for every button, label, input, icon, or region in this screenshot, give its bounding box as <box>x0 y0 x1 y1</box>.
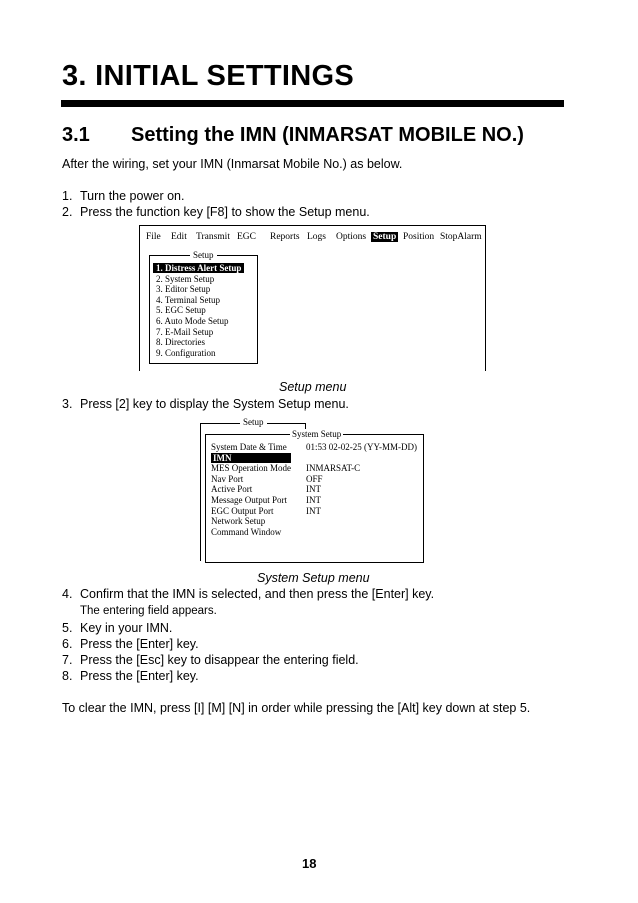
setup-item-editor: 3. Editor Setup <box>156 284 211 295</box>
page-number: 18 <box>302 856 317 871</box>
menu-item-position: Position <box>403 232 435 242</box>
step-number: 3. <box>62 397 73 411</box>
section-title: Setting the IMN (INMARSAT MOBILE NO.) <box>131 124 524 146</box>
value-imn <box>306 453 417 464</box>
intro-text: After the wiring, set your IMN (Inmarsat Mobile No.) as below. <box>62 157 403 171</box>
setup-item-directories: 8. Directories <box>156 337 205 348</box>
step-text: Turn the power on. <box>80 189 185 203</box>
value-nav-port: OFF <box>306 473 323 484</box>
system-setup-figure <box>200 418 426 566</box>
label-message-output-port: Message Output Port <box>211 494 287 505</box>
setup-menu-figure <box>139 225 487 373</box>
menu-item-transmit: Transmit <box>196 232 230 242</box>
setup-item-distress-alert: 1. Distress Alert Setup <box>153 263 244 273</box>
menu-item-options: Options <box>336 232 367 242</box>
step-number: 6. <box>62 637 73 651</box>
chapter-rule <box>61 100 564 107</box>
section-number: 3.1 <box>62 124 90 146</box>
setup-item-auto-mode: 6. Auto Mode Setup <box>156 315 229 326</box>
system-setup-panel <box>205 429 424 563</box>
step-text: Confirm that the IMN is selected, and then press the [Enter] key. <box>80 587 435 601</box>
label-system-date-time: System Date & Time <box>211 442 287 452</box>
setup-panel-title: Setup <box>190 250 217 261</box>
step-number: 2. <box>62 205 73 219</box>
menu-item-setup: Setup <box>373 232 397 242</box>
step-text: Press the [Enter] key. <box>80 637 199 651</box>
value-mes-operation-mode: INMARSAT-C <box>306 463 361 474</box>
label-network-setup: Network Setup <box>211 516 266 527</box>
value-message-output-port: INT <box>306 494 321 505</box>
step-number: 7. <box>62 653 73 667</box>
menu-item-logs: Logs <box>307 232 326 242</box>
menu-item-egc: EGC <box>237 232 256 242</box>
menu-item-reports: Reports <box>270 232 300 242</box>
step-note: The entering field appears. <box>80 605 217 617</box>
label-imn: IMN <box>211 453 291 464</box>
setup-item-configuration: 9. Configuration <box>156 347 216 358</box>
label-active-port: Active Port <box>211 484 253 495</box>
step-number: 5. <box>62 621 73 635</box>
value-egc-output-port: INT <box>306 505 321 516</box>
setup-panel <box>149 250 258 364</box>
label-egc-output-port: EGC Output Port <box>211 505 274 516</box>
setup-item-egc: 5. EGC Setup <box>156 305 206 316</box>
menu-item-file: File <box>146 232 161 242</box>
step-number: 1. <box>62 189 73 203</box>
setup-item-system: 2. System Setup <box>156 273 215 284</box>
setup-back-title: Setup <box>240 417 267 428</box>
figure-caption: System Setup menu <box>257 571 370 585</box>
label-command-window: Command Window <box>211 526 282 537</box>
label-nav-port: Nav Port <box>211 473 244 484</box>
setup-item-email: 7. E-Mail Setup <box>156 326 214 337</box>
figure-caption: Setup menu <box>279 380 347 394</box>
step-text: Press the [Enter] key. <box>80 669 199 683</box>
value-active-port: INT <box>306 484 321 495</box>
step-text: Press the function key [F8] to show the Setup menu. <box>80 205 370 219</box>
chapter-title: 3. INITIAL SETTINGS <box>62 60 354 92</box>
value-system-date-time: 01:53 02-02-25 (YY-MM-DD) <box>306 442 417 452</box>
step-number: 8. <box>62 669 73 683</box>
menu-item-stopalarm: StopAlarm <box>440 232 482 242</box>
step-text: Key in your IMN. <box>80 621 173 635</box>
step-number: 4. <box>62 587 73 601</box>
system-setup-title: System Setup <box>292 429 342 439</box>
step-text: Press the [Esc] key to disappear the entering field. <box>80 653 359 667</box>
step-text: Press [2] key to display the System Setup menu. <box>80 397 349 411</box>
menu-item-edit: Edit <box>171 232 187 242</box>
footer-note: To clear the IMN, press [I] [M] [N] in order while pressing the [Alt] key down at step 5. <box>62 701 531 715</box>
setup-item-terminal: 4. Terminal Setup <box>156 294 220 305</box>
label-mes-operation-mode: MES Operation Mode <box>211 463 291 474</box>
